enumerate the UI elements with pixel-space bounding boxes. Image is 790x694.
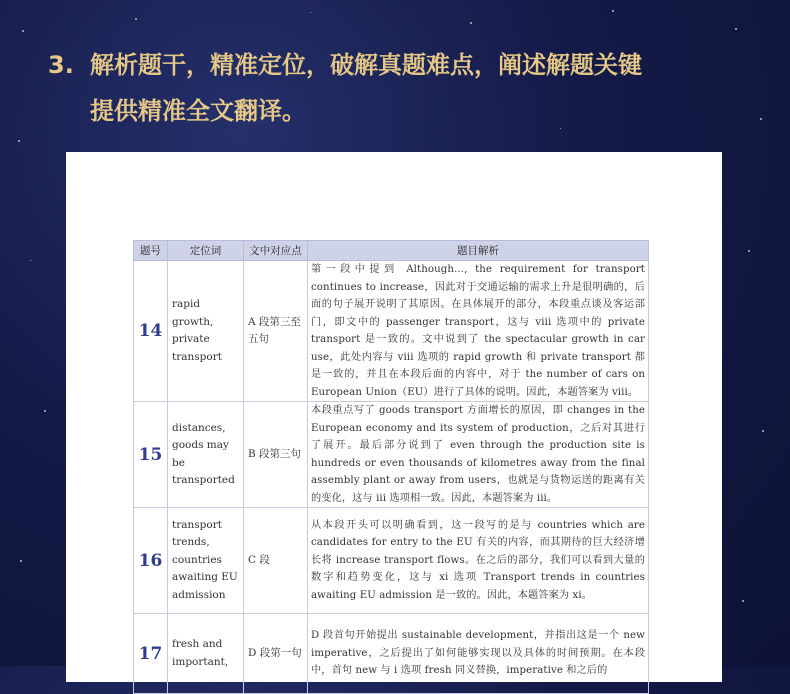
question-number: 16 — [134, 508, 168, 614]
table-header-row — [134, 241, 649, 261]
location-cell: D 段第一句 — [244, 614, 308, 694]
location-cell: B 段第三句 — [244, 402, 308, 508]
header-analysis: 题目解析 — [308, 241, 649, 261]
question-number: 14 — [134, 261, 168, 402]
analysis-cell: 本段重点写了 goods transport 方面增长的原因，即 changes in the European economy and its system of production，之后对其进行了展开。最后部分说到了 even through the production site is hundreds or even thousands of kilometres away from the final assembly plant or away from users，也就是与货物运送的距离有关的变化，这与 iii 选项相一致。因此，本题答案为 iii。 — [308, 402, 649, 508]
keywords-cell: fresh and important, — [168, 614, 244, 694]
table-row — [134, 508, 649, 614]
document-page — [66, 152, 722, 682]
star-decoration — [735, 28, 737, 30]
table-row — [134, 614, 649, 694]
question-number: 15 — [134, 402, 168, 508]
star-decoration — [612, 10, 614, 12]
star-decoration — [742, 600, 744, 602]
star-decoration — [470, 22, 472, 24]
keywords-cell: rapid growth, private transport — [168, 261, 244, 402]
star-decoration — [20, 560, 22, 562]
header-keywords: 定位词 — [168, 241, 244, 261]
star-decoration — [762, 430, 764, 432]
header-question-number: 题号 — [134, 241, 168, 261]
star-decoration — [18, 140, 20, 142]
section-heading — [48, 42, 768, 134]
analysis-cell: D 段首句开始提出 sustainable development，并指出这是一个 new imperative，之后提出了如何能够实现以及具体的时间预期。在本段中，首句 new 与 i 选项 fresh 同义替换，imperative 和之后的 — [308, 614, 649, 694]
analysis-table — [133, 240, 649, 694]
section-number: 3. — [48, 51, 74, 79]
keywords-cell: transport trends, countries awaiting EU admission — [168, 508, 244, 614]
analysis-cell: 第一段中提到 Although..., the requirement for transport continues to increase，因此对于交通运输的需求上升是很明确的，后面的句子展开说明了其原因。在具体展开的部分，本段重点谈及客运部门，即文中的 passenger transport，这与 viii 选项中的 private transport 是一致的。文中说到了 the spectacular growth in car use，此处内容与 viii 选项的 rapid growth 和 private transport 都是一致的，并且在本段后面的内容中，对于 the number of cars on European Union（EU）进行了具体的说明。因此，本题答案为 viii。 — [308, 261, 649, 402]
section-heading-line1: 解析题干，精准定位，破解真题难点，阐述解题关键 — [90, 51, 642, 79]
question-number: 17 — [134, 614, 168, 694]
analysis-cell: 从本段开头可以明确看到，这一段写的是与 countries which are candidates for entry to the EU 有关的内容，而其期待的巨大经济增长将 increase transport flows。在之后的部分，我们可以看到大量的数字和趋势变化，这与 xi 选项 Transport trends in countries awaiting EU admission 是一致的。因此，本题答案为 xi。 — [308, 508, 649, 614]
star-decoration — [135, 18, 137, 20]
keywords-cell: distances, goods may be transported — [168, 402, 244, 508]
table-row — [134, 261, 649, 402]
section-heading-line2: 提供精准全文翻译。 — [90, 97, 306, 125]
location-cell: C 段 — [244, 508, 308, 614]
star-decoration — [310, 12, 311, 13]
star-decoration — [44, 410, 46, 412]
star-decoration — [22, 30, 24, 32]
table-row — [134, 402, 649, 508]
star-decoration — [30, 260, 31, 261]
location-cell: A 段第三至五句 — [244, 261, 308, 402]
star-decoration — [748, 250, 750, 252]
header-location: 文中对应点 — [244, 241, 308, 261]
